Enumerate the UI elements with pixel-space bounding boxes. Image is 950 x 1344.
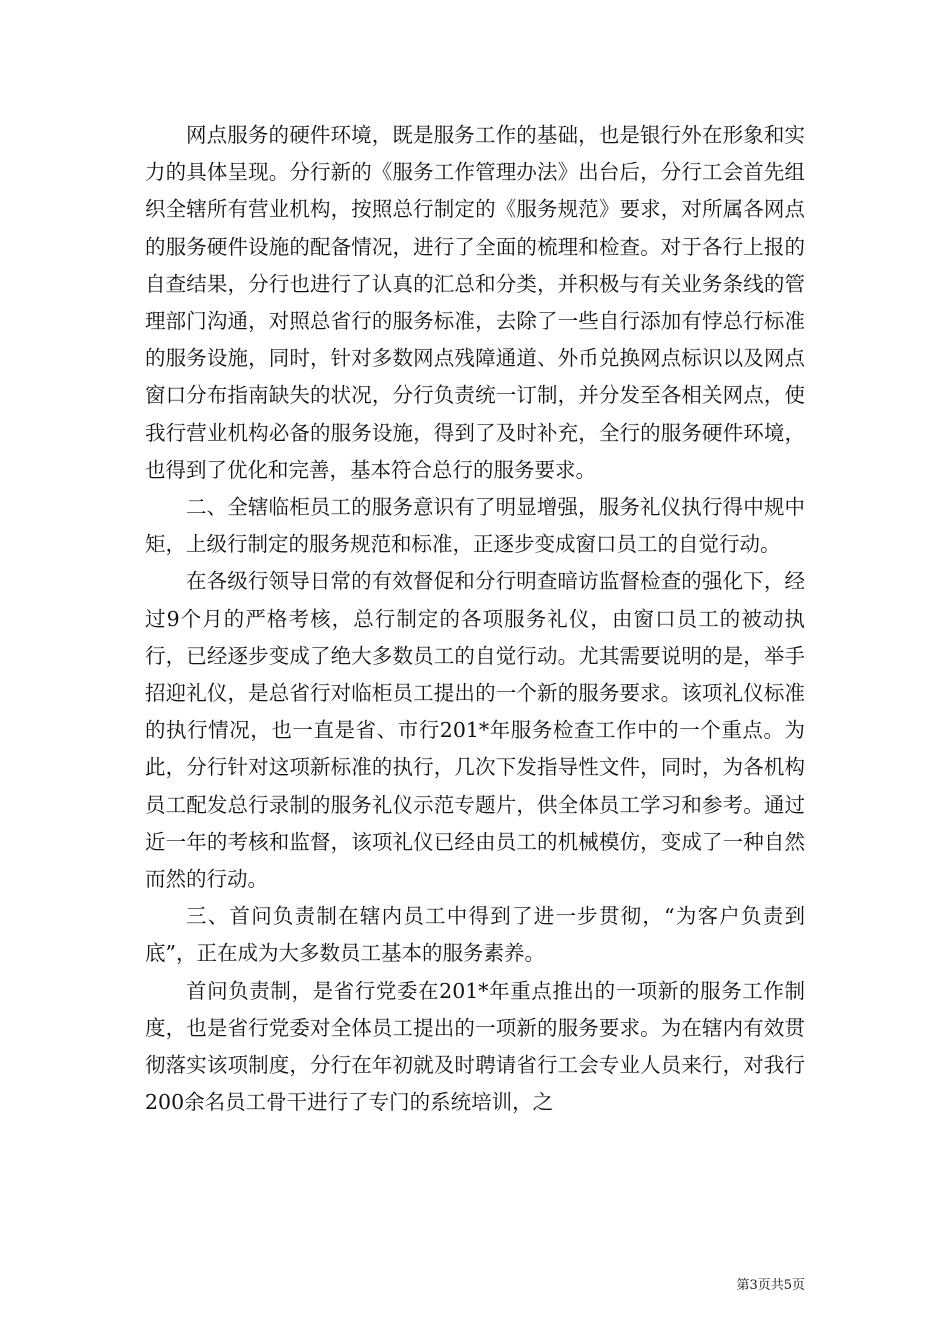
section-heading-three: 三、首问负责制在辖内员工中得到了进一步贯彻，“为客户负责到底”，正在成为大多数员工基本的服务素养。 [145, 904, 805, 966]
document-body [145, 117, 805, 1121]
paragraph-service-etiquette: 在各级行领导日常的有效督促和分行明查暗访监督检查的强化下，经过9个月的严格考核，总行制定的各项服务礼仪，由窗口员工的被动执行，已经逐步变成了绝大多数员工的自觉行动。尤其需要说明的是，举手招迎礼仪，是总省行对临柜员工提出的一个新的服务要求。该项礼仪标准的执行情况，也一直是省、市行201*年服务检查工作中的一个重点。为此，分行针对这项新标准的执行，几次下发指导性文件，同时，为各机构员工配发总行录制的服务礼仪示范专题片，供全体员工学习和参考。通过近一年的考核和监督，该项礼仪已经由员工的机械模仿，变成了一种自然而然的行动。 [145, 569, 805, 892]
paragraph-hardware-environment: 网点服务的硬件环境，既是服务工作的基础，也是银行外在形象和实力的具体呈现。分行新的《服务工作管理办法》出台后，分行工会首先组织全辖所有营业机构，按照总行制定的《服务规范》要求，对所属各网点的服务硬件设施的配备情况，进行了全面的梳理和检查。对于各行上报的自查结果，分行也进行了认真的汇总和分类，并积极与有关业务条线的管理部门沟通，对照总省行的服务标准，去除了一些自行添加有悖总行标准的服务设施，同时，针对多数网点残障通道、外币兑换网点标识以及网点窗口分布指南缺失的状况，分行负责统一订制，并分发至各相关网点，使我行营业机构必备的服务设施，得到了及时补充，全行的服务硬件环境，也得到了优化和完善，基本符合总行的服务要求。 [145, 123, 805, 482]
section-heading-two: 二、全辖临柜员工的服务意识有了明显增强，服务礼仪执行得中规中矩，上级行制定的服务规范和标准，正逐步变成窗口员工的自觉行动。 [145, 495, 805, 557]
paragraph-first-inquiry: 首问负责制，是省行党委在201*年重点推出的一项新的服务工作制度，也是省行党委对全体员工提出的一项新的服务要求。为在辖内有效贯彻落实该项制度，分行在年初就及时聘请省行工会专业人员来行，对我行200余名员工骨干进行了专门的系统培训，之 [145, 978, 805, 1115]
page-number: 第3页共5页 [736, 1278, 805, 1293]
